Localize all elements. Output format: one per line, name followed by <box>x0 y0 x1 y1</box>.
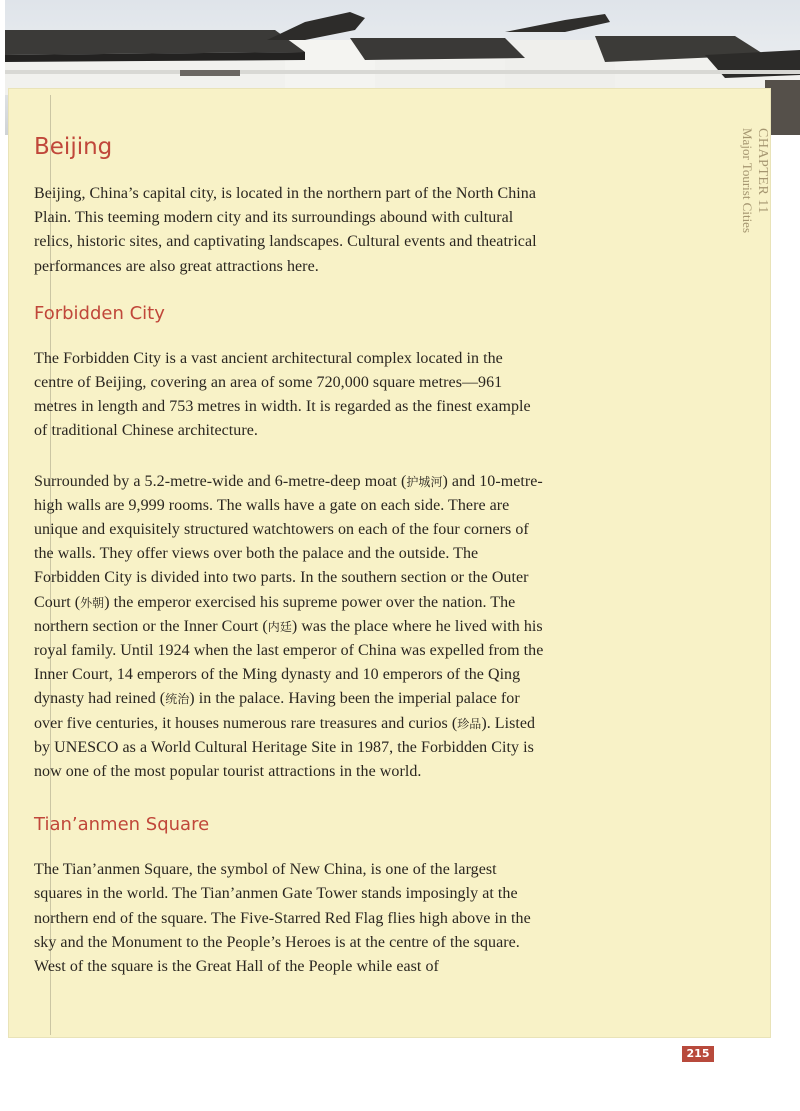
section-title: Beijing <box>34 134 113 160</box>
forbidden-city-paragraph-1: The Forbidden City is a vast ancient architectural complex located in the centre of Beijing, covering an area of some 720,000 square metres—961 metres in length and 753 metres in width. It is regarded as the finest example of traditional Chinese architecture. <box>34 349 531 440</box>
tiananmen-heading: Tian’anmen Square <box>34 814 210 836</box>
forbidden-city-heading: Forbidden City <box>34 302 165 324</box>
forbidden-city-paragraph-2: Surrounded by a 5.2-metre-wide and 6-metre-deep moat (护城河) and 10-metre-high walls are 9,999 rooms. The walls have a gate on each side. There are unique and exquisitely structured watchtowers on each of the four corners of the walls. They offer views over both the palace and the outside. The Forbidden City is divided into two parts. In the southern section or the Outer Court (外朝) the emperor exercised his supreme power over the nation. The northern section or the Inner Court (内廷) was the place where he lived with his royal family. Until 1924 when the last emperor of China was expelled from the Inner Court, 14 emperors of the Ming dynasty and 10 emperors of the Qing dynasty had reined (统治) in the palace. Having been the imperial palace for over five centuries, it houses numerous rare treasures and curios (珍品). Listed by UNESCO as a World Cultural Heritage Site in 1987, the Forbidden City is now one of the most popular tourist attractions in the world. <box>34 472 544 781</box>
chinese-term: 护城河 <box>406 474 443 489</box>
tiananmen-paragraph-1: The Tian’anmen Square, the symbol of New China, is one of the largest squares in the world. The Tian’anmen Gate Tower stands imposingly at the northern end of the square. The Five-Starred Red Flag flies high above in the sky and the Monument to the People’s Heroes is at the centre of the square. West of the square is the Great Hall of the People while east of <box>34 861 531 976</box>
chapter-side-label <box>725 128 770 318</box>
chapter-number: CHAPTER 11 <box>755 128 770 214</box>
intro-paragraph: Beijing, China’s capital city, is located in the northern part of the North China Plain. This teeming modern city and its surroundings abound with cultural relics, historic sites, and captivating landscapes. Cultural events and theatrical performances are also great attractions here. <box>34 185 537 275</box>
chinese-term: 内廷 <box>267 619 292 634</box>
chapter-title: Major Tourist Cities <box>740 128 755 234</box>
article-body <box>34 128 544 979</box>
chinese-term: 统治 <box>165 692 190 707</box>
chinese-term: 珍品 <box>457 716 482 731</box>
page-number-badge: 215 <box>682 1046 714 1062</box>
chinese-term: 外朝 <box>80 595 105 610</box>
